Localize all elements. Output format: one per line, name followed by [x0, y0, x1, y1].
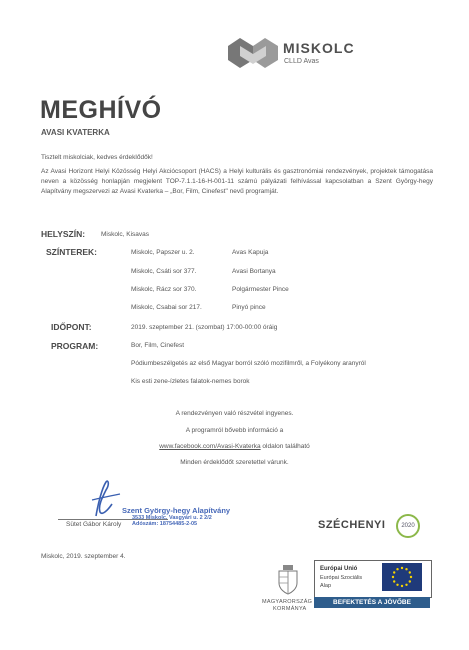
eu-label-1: Európai Unió [320, 566, 358, 572]
eu-label-3: Alap [320, 583, 332, 589]
venue-address: Miskolc, Csabai sor 217. [131, 304, 202, 311]
venue-name: Avasi Bortanya [232, 268, 276, 275]
signature-line [58, 519, 168, 520]
facebook-note [0, 443, 469, 450]
facebook-link-suffix: oldalon található [260, 443, 310, 450]
program-label: PROGRAM: [51, 341, 99, 351]
venue-address: Miskolc, Papszer u. 2. [131, 249, 195, 256]
free-entry-note: A rendezvényen való részvétel ingyenes. [175, 410, 294, 417]
hungary-crest-icon [277, 565, 299, 595]
signature-icon [88, 476, 124, 520]
szechenyi-text: SZÉCHENYI [318, 519, 386, 531]
page-subtitle: AVASI KVATERKA [41, 128, 110, 137]
program-line: Pódiumbeszélgetés az első Magyar borról szóló mozifilmről, a Folyékony aranyról [131, 360, 366, 367]
welcome-note: Minden érdeklődőt szeretettel várunk. [180, 459, 289, 466]
logo-name: MISKOLC [283, 40, 355, 56]
greeting: Tisztelt miskolciak, kedves érdeklődők! [41, 154, 153, 161]
venue-address: Miskolc, Rácz sor 370. [131, 286, 197, 293]
page-title: MEGHÍVÓ [40, 96, 162, 124]
logo-subtitle: CLLD Avas [284, 58, 319, 65]
kormany-label-1: MAGYARORSZÁG [262, 599, 313, 605]
venue-address: Miskolc, Csáti sor 377. [131, 268, 197, 275]
venue-name: Polgármester Pince [232, 286, 289, 293]
program-line: Kis esti zene-ízletes falatok-nemes borok [131, 378, 250, 385]
szinterek-label: SZÍNTEREK: [46, 247, 97, 257]
idopont-value: 2019. szeptember 21. (szombat) 17:00-00:00 óráig [131, 324, 278, 331]
helyszin-label: HELYSZÍN: [41, 229, 86, 239]
venue-name: Pinyó pince [232, 304, 266, 311]
stamp-line: Szent György-hegy Alapítvány [122, 506, 231, 515]
foundation-stamp [122, 506, 230, 527]
stamp-line: 3533 Miskolc, Vasgyári u. 2 2/2 [132, 515, 212, 521]
miskolc-logo-icon [228, 36, 278, 70]
place-date: Miskolc, 2019. szeptember 4. [41, 553, 126, 560]
stamp-line: Adószám: 18754485-2-05 [132, 521, 198, 527]
intro-paragraph: Az Avasi Horizont Helyi Közösség Helyi Akciócsoport (HACS) a Helyi kulturális és gasztronómiai rendezvények, projektek támogatása neven a közösség honlapján megjelent TOP-7.1.1-16-H-001-11 számú pályázati felhívással kapcsolatban a Szent György-hegy Alapítvány megszervezi az Avasi Kvaterka – „Bor, Film, Cinefest" nevű programját. [41, 168, 433, 195]
helyszin-value: Miskolc, Kisavas [101, 231, 150, 238]
befektetes-banner: BEFEKTETÉS A JÖVŐBE [314, 597, 430, 608]
eu-flag-icon [382, 563, 422, 591]
program-line: Bor, Film, Cinefest [131, 342, 185, 349]
more-info-note: A programról bővebb információ a [185, 427, 284, 434]
venue-name: Avas Kapuja [232, 249, 269, 256]
facebook-link[interactable]: www.facebook.com/Avasi-Kvaterka [159, 443, 261, 450]
kormany-label-2: KORMÁNYA [273, 606, 307, 612]
signer-name: Sütet Gábor Károly [66, 521, 122, 528]
idopont-label: IDŐPONT: [51, 322, 92, 332]
szechenyi-year: 2020 [396, 514, 420, 538]
eu-label-2: Európai Szociális [320, 575, 363, 581]
